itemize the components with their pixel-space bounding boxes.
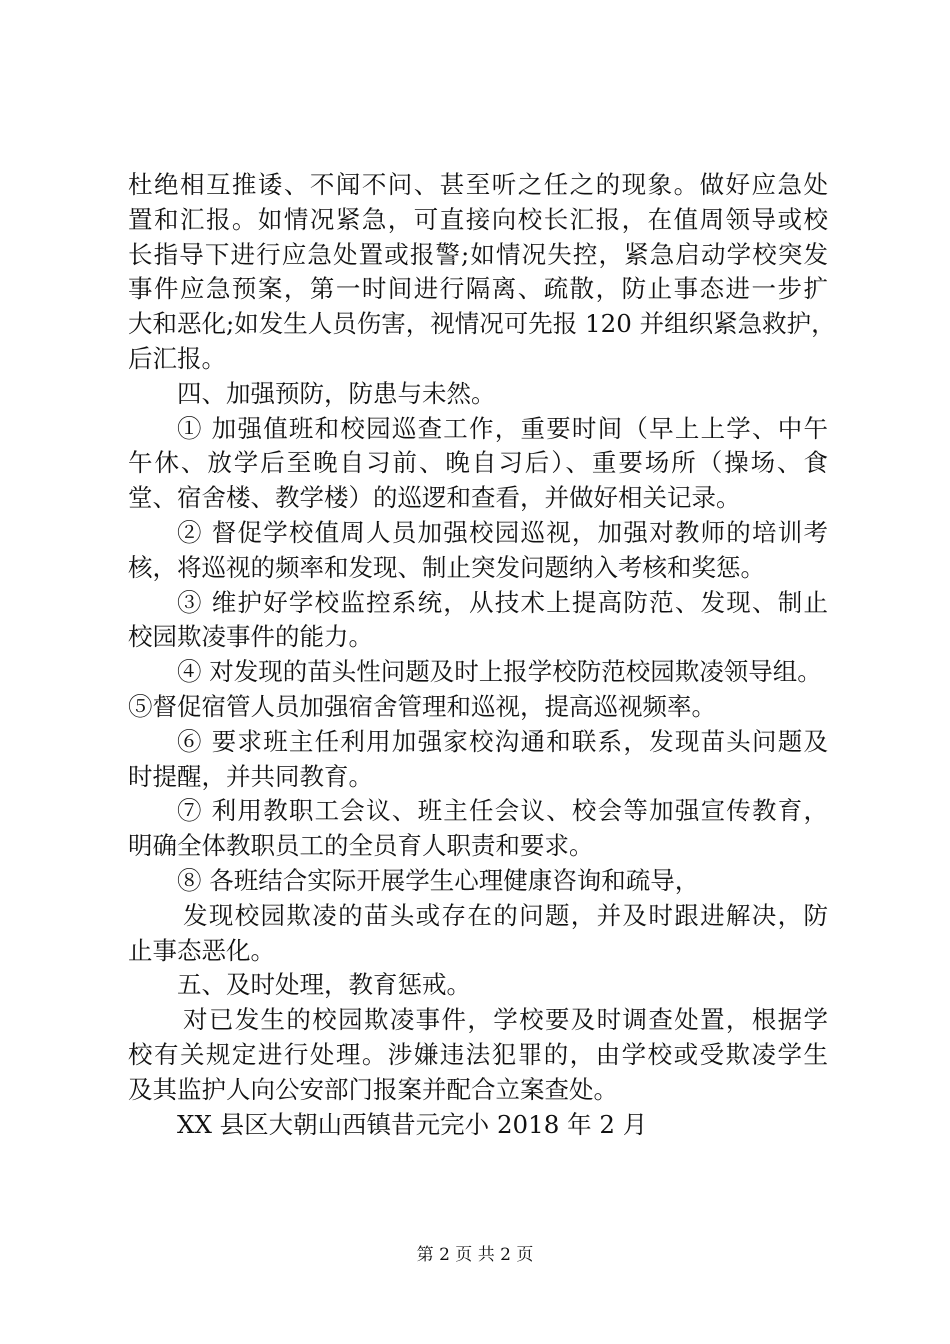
list-item-line: 校园欺凌事件的能力。 (128, 622, 373, 652)
list-item-line: ⑤督促宿管人员加强宿舍管理和巡视，提高巡视频率。 (128, 691, 716, 721)
list-item-line: 明确全体教职员工的全员育人职责和要求。 (128, 831, 594, 861)
section-heading: 四、加强预防，防患与未然。 (177, 378, 496, 408)
body-line: 事件应急预案，第一时间进行隔离、疏散，防止事态进一步扩 (128, 274, 828, 304)
list-item-line: 堂、宿舍楼、教学楼）的巡逻和查看，并做好相关记录。 (128, 483, 741, 513)
list-item-line: ① 加强值班和校园巡查工作，重要时间（早上上学、中午 (177, 413, 828, 443)
list-item-line: ④ 对发现的苗头性问题及时上报学校防范校园欺凌领导组。 (177, 657, 822, 687)
list-item-line: ⑧ 各班结合实际开展学生心理健康咨询和疏导， (177, 865, 700, 895)
body-line: 置和汇报。如情况紧急，可直接向校长汇报，在值周领导或校 (128, 204, 828, 234)
list-item-line: 午休、放学后至晚自习前、晚自习后）、重要场所（操场、食 (128, 448, 828, 478)
list-item-line: 时提醒，并共同教育。 (128, 761, 373, 791)
section-heading: 五、及时处理，教育惩戒。 (177, 970, 471, 1000)
page-footer: 第 2 页 共 2 页 (416, 1245, 534, 1265)
list-item-line: ② 督促学校值周人员加强校园巡视，加强对教师的培训考 (177, 517, 828, 547)
list-item-line: ③ 维护好学校监控系统，从技术上提高防范、发现、制止 (177, 587, 828, 617)
body-line: 杜绝相互推诿、不闻不问、甚至听之任之的现象。做好应急处 (128, 170, 828, 199)
body-line: 后汇报。 (128, 343, 226, 373)
signature-line: XX 县区大朝山西镇昔元完小 2018 年 2 月 (177, 1109, 648, 1139)
body-line: 校有关规定进行处理。涉嫌违法犯罪的，由学校或受欺凌学生 (128, 1039, 828, 1069)
list-item-line: 核，将巡视的频率和发现、制止突发问题纳入考核和奖惩。 (128, 552, 765, 582)
body-line: 发现校园欺凌的苗头或存在的问题，并及时跟进解决，防 (183, 900, 828, 930)
list-item-line: ⑥ 要求班主任利用加强家校沟通和联系，发现苗头问题及 (177, 726, 828, 756)
document-body (128, 168, 836, 1142)
body-line: 对已发生的校园欺凌事件，学校要及时调查处置，根据学 (183, 1005, 828, 1035)
list-item-line: ⑦ 利用教职工会议、班主任会议、校会等加强宣传教育， (177, 796, 828, 826)
body-line: 大和恶化;如发生人员伤害，视情况可先报 120 并组织紧急救护， (128, 309, 836, 339)
body-line: 止事态恶化。 (128, 935, 275, 965)
body-line: 长指导下进行应急处置或报警;如情况失控，紧急启动学校突发 (128, 239, 828, 269)
body-line: 及其监护人向公安部门报案并配合立案查处。 (128, 1074, 618, 1104)
